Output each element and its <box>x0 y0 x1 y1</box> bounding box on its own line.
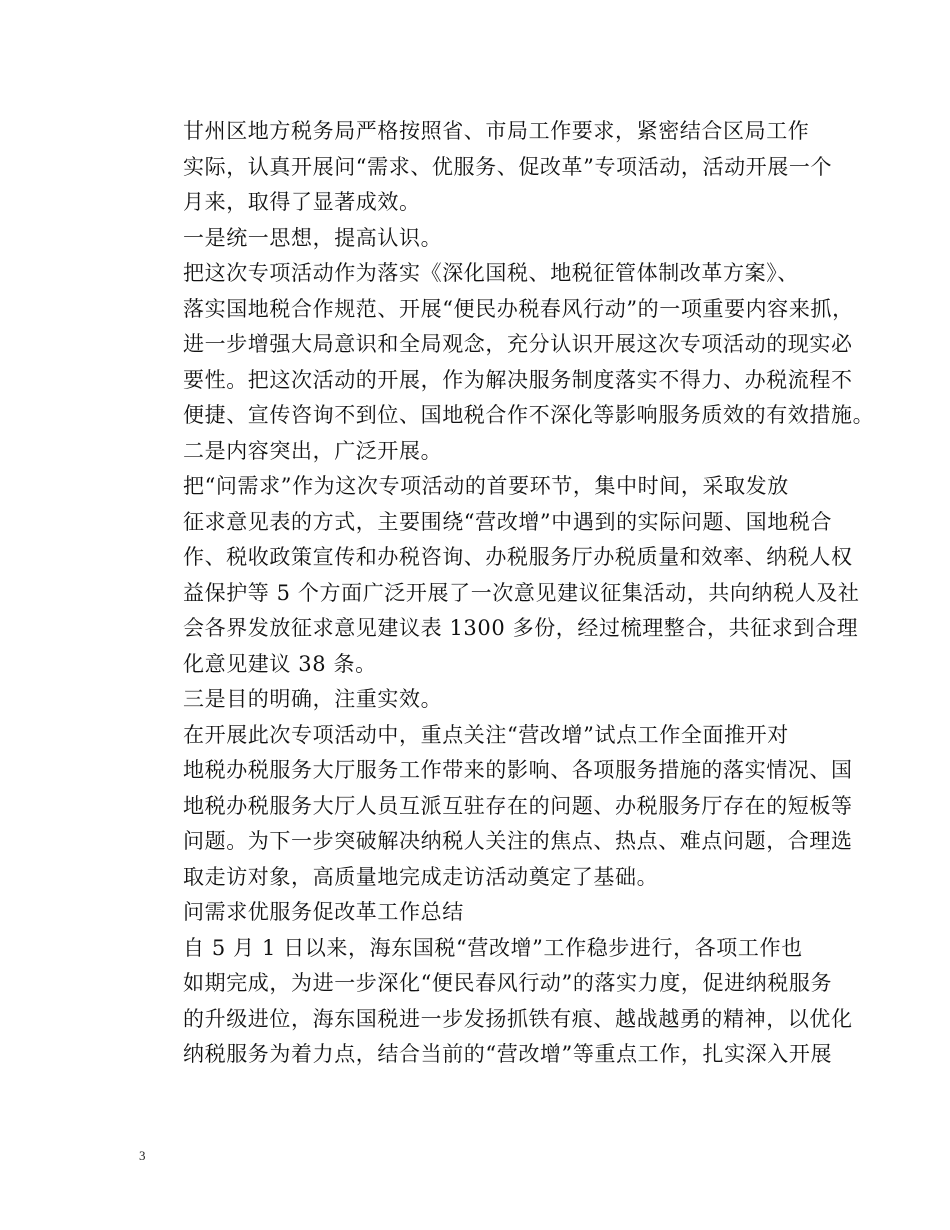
text-line: 进一步增强大局意识和全局观念，充分认识开展这次专项活动的现实必 <box>183 332 853 356</box>
text-line: 取走访对象，高质量地完成走访活动奠定了基础。 <box>183 864 659 889</box>
text-line: 落实国地税合作规范、开展“便民办税春风行动”的一项重要内容来抓， <box>183 296 854 321</box>
paragraph-intro <box>139 114 833 221</box>
text-line: 化意见建议 38 条。 <box>183 651 377 676</box>
section-heading-3 <box>139 682 819 718</box>
text-line: 二是内容突出，广泛开展。 <box>183 438 443 463</box>
page-number: 3 <box>139 1148 146 1163</box>
summary-title <box>139 895 819 931</box>
text-line: 甘州区地方税务局严格按照省、市局工作要求，紧密结合区局工作 <box>183 119 810 143</box>
paragraph-section-2 <box>139 469 860 682</box>
text-line: 会各界发放征求意见建议表 1300 多份，经过梳理整合，共征求到合理 <box>183 616 859 640</box>
text-line: 问题。为下一步突破解决纳税人关注的焦点、热点、难点问题，合理选 <box>183 829 853 853</box>
text-line: 把这次专项活动作为落实《深化国税、地税征管体制改革方案》、 <box>183 261 799 285</box>
section-heading-2 <box>139 434 819 470</box>
paragraph-summary <box>139 931 853 1073</box>
text-line: 自 5 月 1 日以来，海东国税“营改增”工作稳步进行，各项工作也 <box>183 935 803 960</box>
text-line: 益保护等 5 个方面广泛开展了一次意见建议征集活动，共向纳税人及社 <box>183 580 860 605</box>
text-line: 地税办税服务大厅人员互派互驻存在的问题、办税服务厅存在的短板等 <box>183 793 853 818</box>
text-line: 月来，取得了显著成效。 <box>183 190 421 214</box>
text-line: 地税办税服务大厅服务工作带来的影响、各项服务措施的落实情况、国 <box>183 758 853 782</box>
text-line: 征求意见表的方式，主要围绕“营改增”中遇到的实际问题、国地税合 <box>183 509 833 534</box>
text-line: 一是统一思想，提高认识。 <box>183 225 443 250</box>
text-line: 在开展此次专项活动中，重点关注“营改增”试点工作全面推开对 <box>183 722 789 747</box>
text-line: 实际，认真开展问“需求、优服务、促改革”专项活动，活动开展一个 <box>183 154 833 179</box>
text-line: 的升级进位，海东国税进一步发扬抓铁有痕、越战越勇的精神，以优化 <box>183 1006 853 1031</box>
text-line: 要性。把这次活动的开展，作为解决服务制度落实不得力、办税流程不 <box>183 367 853 392</box>
section-heading-1 <box>139 221 819 257</box>
text-line: 三是目的明确，注重实效。 <box>183 687 443 711</box>
paragraph-section-1 <box>139 256 875 434</box>
document-body <box>139 114 875 1073</box>
text-line: 便捷、宣传咨询不到位、国地税合作不深化等影响服务质效的有效措施。 <box>183 403 875 427</box>
text-line: 纳税服务为着力点，结合当前的“营改增”等重点工作，扎实深入开展 <box>183 1042 833 1066</box>
text-line: 如期完成，为进一步深化“便民春风行动”的落实力度，促进纳税服务 <box>183 971 833 995</box>
text-line: 问需求优服务促改革工作总结 <box>183 900 464 924</box>
text-line: 把“问需求”作为这次专项活动的首要环节，集中时间，采取发放 <box>183 474 789 498</box>
paragraph-section-3 <box>139 718 853 896</box>
text-line: 作、税收政策宣传和办税咨询、办税服务厅办税质量和效率、纳税人权 <box>183 545 853 569</box>
